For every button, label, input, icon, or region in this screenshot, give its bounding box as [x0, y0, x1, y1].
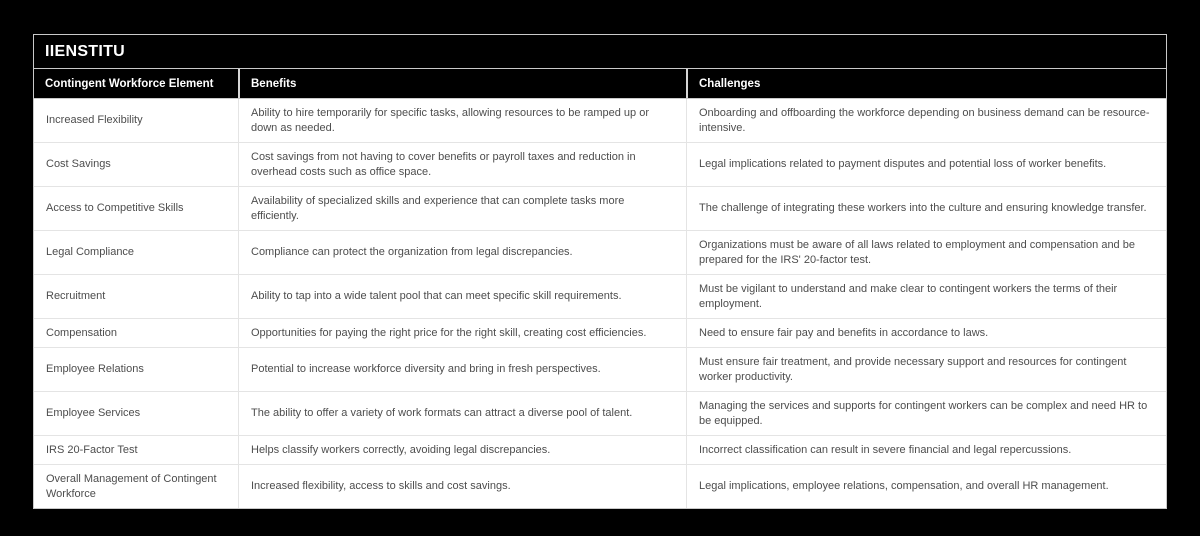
cell-benefit: Ability to hire temporarily for specific tasks, allowing resources to be ramped up or down as needed.	[238, 99, 686, 142]
cell-benefit: Availability of specialized skills and experience that can complete tasks more efficiently.	[238, 187, 686, 230]
cell-element: Legal Compliance	[46, 246, 135, 258]
table-row	[34, 436, 1166, 465]
cell-challenge: Incorrect classification can result in severe financial and legal repercussions.	[686, 436, 1166, 464]
table-row	[34, 319, 1166, 348]
cell-challenge: Must be vigilant to understand and make clear to contingent workers the terms of their employment.	[686, 275, 1166, 318]
cell-benefit: Opportunities for paying the right price for the right skill, creating cost efficiencies.	[238, 319, 686, 347]
brand-title-bar	[34, 35, 1166, 69]
column-header-element: Contingent Workforce Element	[34, 69, 238, 98]
table-row	[34, 275, 1166, 319]
cell-challenge: Managing the services and supports for contingent workers can be complex and need HR to be equipped.	[686, 392, 1166, 435]
cell-challenge: Legal implications related to payment disputes and potential loss of worker benefits.	[686, 143, 1166, 186]
cell-element: Compensation	[46, 326, 117, 339]
table-row	[34, 143, 1166, 187]
table-row	[34, 187, 1166, 231]
cell-element: Increased Flexibility	[46, 114, 143, 126]
table-row	[34, 99, 1166, 143]
table-header-row	[34, 69, 1166, 99]
cell-element: Access to Competitive Skills	[46, 202, 184, 214]
column-header-benefits: Benefits	[238, 69, 686, 98]
cell-element: Employee Relations	[46, 363, 144, 375]
cell-element: Overall Management of Contingent Workforce	[46, 472, 217, 500]
cell-element: Employee Services	[46, 407, 141, 419]
cell-element: Recruitment	[46, 290, 106, 302]
cell-challenge: Legal implications, employee relations, compensation, and overall HR management.	[686, 465, 1166, 508]
brand-title: IIENSTITU	[45, 42, 126, 60]
cell-benefit: Potential to increase workforce diversity and bring in fresh perspectives.	[238, 348, 686, 391]
cell-benefit: Helps classify workers correctly, avoiding legal discrepancies.	[238, 436, 686, 464]
contingent-workforce-table-card	[33, 34, 1167, 509]
cell-benefit: Ability to tap into a wide talent pool that can meet specific skill requirements.	[238, 275, 686, 318]
table-row	[34, 465, 1166, 508]
cell-challenge: Must ensure fair treatment, and provide necessary support and resources for contingent worker productivity.	[686, 348, 1166, 391]
cell-challenge: Onboarding and offboarding the workforce depending on business demand can be resource-intensive.	[686, 99, 1166, 142]
cell-benefit: The ability to offer a variety of work formats can attract a diverse pool of talent.	[238, 392, 686, 435]
column-header-challenges: Challenges	[686, 69, 1166, 98]
cell-challenge: Organizations must be aware of all laws related to employment and compensation and be prepared for the IRS' 20-factor test.	[686, 231, 1166, 274]
cell-benefit: Compliance can protect the organization from legal discrepancies.	[238, 231, 686, 274]
table-row	[34, 392, 1166, 436]
cell-challenge: The challenge of integrating these workers into the culture and ensuring knowledge transfer.	[686, 187, 1166, 230]
table-body	[34, 99, 1166, 508]
table-row	[34, 231, 1166, 275]
cell-benefit: Increased flexibility, access to skills and cost savings.	[238, 465, 686, 508]
cell-benefit: Cost savings from not having to cover benefits or payroll taxes and reduction in overhead costs such as office space.	[238, 143, 686, 186]
cell-element: Cost Savings	[46, 158, 111, 170]
cell-challenge: Need to ensure fair pay and benefits in accordance to laws.	[686, 319, 1166, 347]
cell-element: IRS 20-Factor Test	[46, 443, 138, 456]
table-row	[34, 348, 1166, 392]
